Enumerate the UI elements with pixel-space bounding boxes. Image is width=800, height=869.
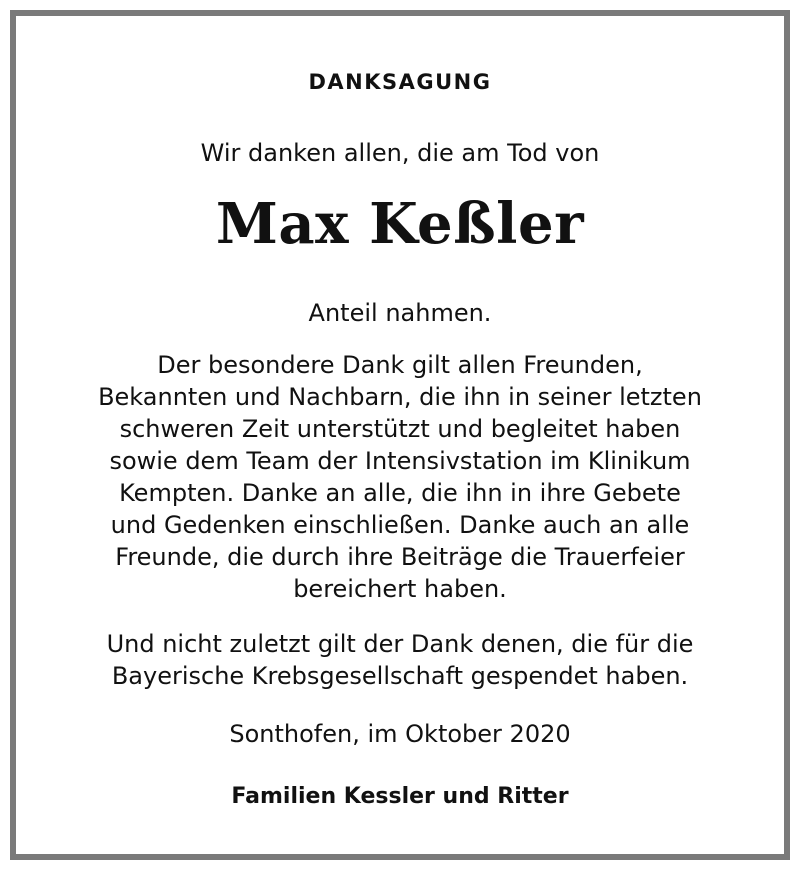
after-name-text: Anteil nahmen. — [308, 299, 492, 327]
notice-content — [16, 16, 784, 854]
notice-frame — [10, 10, 790, 860]
paragraph2-line: Und nicht zuletzt gilt der Dank denen, die für die — [106, 630, 694, 658]
paragraph1-line: Kempten. Danke an alle, die ihn in ihre Gebete — [119, 479, 681, 507]
paragraph1-line: und Gedenken einschließen. Danke auch an alle — [110, 511, 690, 539]
paragraph1-line: Bekannten und Nachbarn, die ihn in seiner letzten — [98, 383, 702, 411]
place-date: Sonthofen, im Oktober 2020 — [229, 720, 571, 748]
paragraph1-line: Der besondere Dank gilt allen Freunden, — [157, 351, 643, 379]
notice-intro: Wir danken allen, die am Tod von — [200, 139, 600, 167]
paragraph2-line: Bayerische Krebsgesellschaft gespendet haben. — [111, 662, 689, 690]
deceased-name: Max Keßler — [215, 191, 585, 257]
paragraph1-line: schweren Zeit unterstützt und begleitet haben — [119, 415, 681, 443]
signature: Familien Kessler und Ritter — [231, 784, 569, 809]
paragraph1-line: bereichert haben. — [293, 575, 507, 603]
paragraph1-line: Freunde, die durch ihre Beiträge die Trauerfeier — [115, 543, 685, 571]
notice-heading: DANKSAGUNG — [308, 70, 492, 94]
paragraph1-line: sowie dem Team der Intensivstation im Klinikum — [109, 447, 691, 475]
